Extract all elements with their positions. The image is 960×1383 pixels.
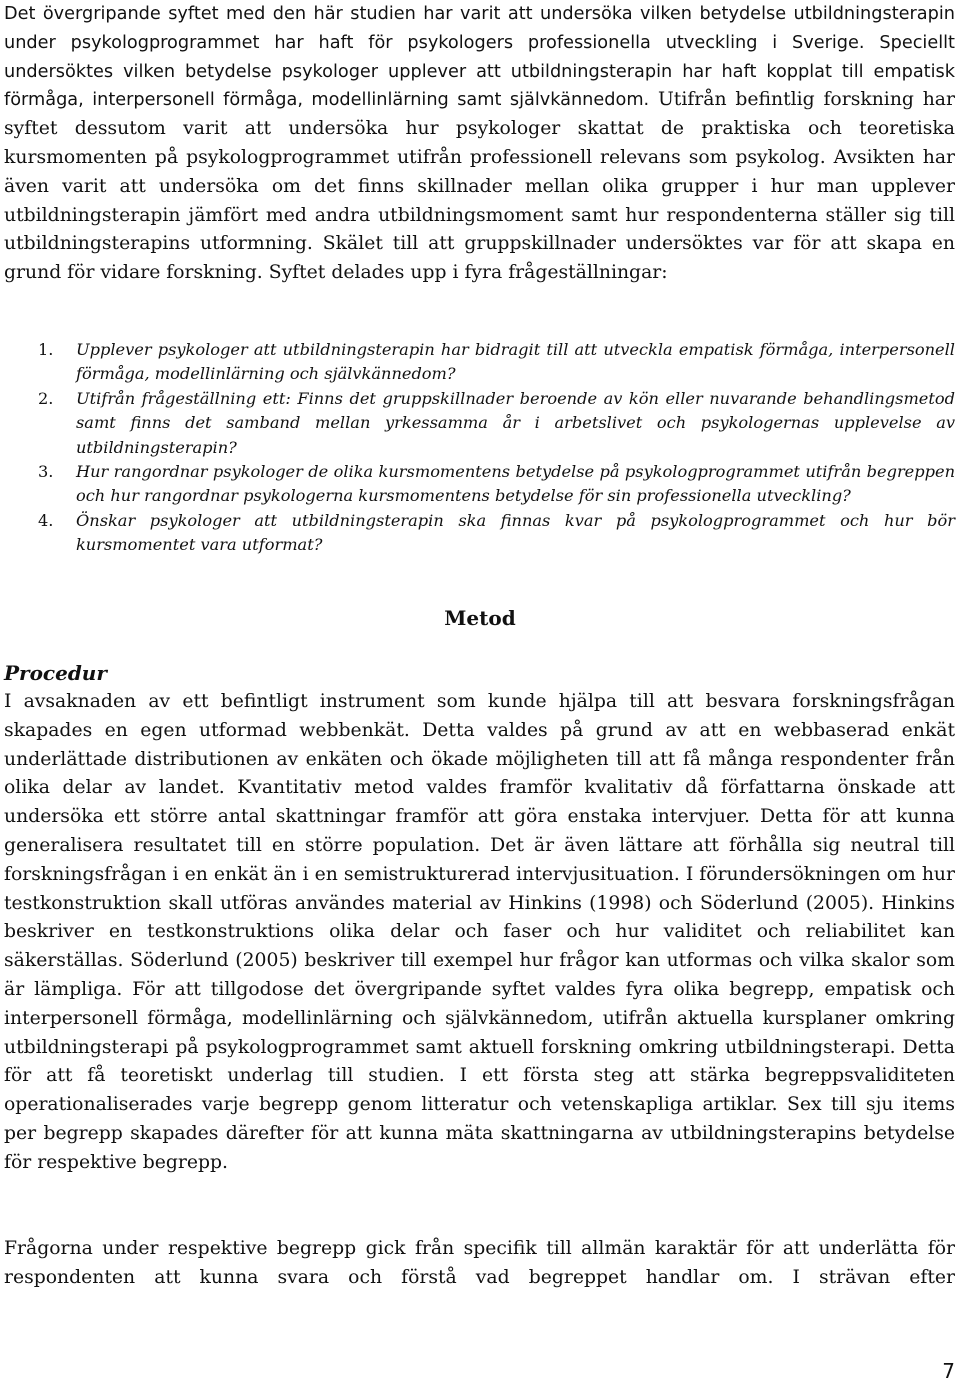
- research-questions-list: [38, 338, 955, 558]
- question-text: Hur rangordnar psykologer de olika kursmomentens betydelse på psykologprogrammet utifrån begreppen och hur rangordnar psykologerna kursmomentens betydelse för sin professionella utveckling?: [76, 462, 955, 506]
- research-question: [38, 509, 955, 558]
- question-number: 4.: [38, 510, 54, 530]
- research-question: [38, 338, 955, 387]
- research-question: [38, 387, 955, 460]
- procedure-paragraph-2: [4, 1235, 955, 1293]
- question-text: Utifrån frågeställning ett: Finns det gruppskillnader beroende av kön eller nuvarande behandlingsmetod samt finns det samband mellan yrkessamma år i arbetslivet och psykologernas upplevelse av utbildningsterapin?: [76, 388, 955, 457]
- intro-text: [4, 0, 955, 288]
- question-number: 3.: [38, 462, 54, 482]
- procedure-text-2: Frågorna under respektive begrepp gick från specifik till allmän karaktär för att underlätta för respondenten att kunna svara och förstå vad begreppet handlar om. I strävan efter: [4, 1238, 955, 1288]
- question-text: Upplever psykologer att utbildningsterapin har bidragit till att utveckla empatisk förmåga, interpersonell förmåga, modellinlärning och självkännedom?: [76, 340, 955, 384]
- question-number: 2.: [38, 388, 54, 408]
- subsection-heading-procedur: Procedur: [4, 661, 107, 685]
- research-question: [38, 460, 955, 509]
- intro-text-part1: Det övergripande syftet med den här studien har varit att undersöka vilken betydelse utbildningsterapin under psykologprogrammet har haft för psykologers professionella utveckling i Sverige. Speciellt undersöktes vilken betydelse psykologer upplever att utbildningsterapin har haft kopplat till empatisk förmåga, interpersonell förmåga, modellinlärning samt självkännedom.: [4, 4, 955, 111]
- intro-paragraph: [4, 0, 955, 288]
- page-number: 7: [942, 1359, 955, 1383]
- procedure-paragraph: [4, 688, 955, 1178]
- intro-text-part2: Utifrån befintlig forskning har syftet dessutom varit att undersöka hur psykologer skattat de praktiska och teoretiska kursmomenten på psykologprogrammet utifrån professionell relevans som psykolog. Avsikten har även varit att undersöka om det finns skillnader mellan olika grupper i hur man upplever utbildningsterapin jämfört med andra utbildningsmoment samt hur respondenterna ställer sig till utbildningsterapins utformning. Skälet till att gruppskillnader undersöktes var för att skapa en grund för vidare forskning. Syftet delades upp i fyra frågeställningar:: [4, 89, 955, 284]
- question-text: Önskar psykologer att utbildningsterapin ska finnas kvar på psykologprogrammet och hur bör kursmomentet vara utformat?: [76, 510, 955, 555]
- question-number: 1.: [38, 340, 54, 359]
- procedure-text: I avsaknaden av ett befintligt instrument som kunde hjälpa till att besvara forskningsfrågan skapades en egen utformad webbenkät. Detta valdes på grund av att en webbaserad enkät underlättade distributionen av enkäten och ökade möjligheten till att få många respondenter från olika delar av landet. Kvantitativ metod valdes framför kvalitativ då författarna önskade att undersöka ett större antal skattningar framför att göra enstaka intervjuer. Detta för att kunna generalisera resultatet till en större population. Det är även lättare att förhålla sig neutral till forskningsfrågan i en enkät än i en semistrukturerad intervjusituation. I förundersökningen om hur testkonstruktion skall utföras användes material av Hinkins (1998) och Söderlund (2005). Hinkins beskriver en testkonstruktions olika delar och faser och hur validitet och reliabilitet kan säkerställas. Söderlund (2005) beskriver till exempel hur frågor kan utformas och vilka skalor som är lämpliga. För att tillgodose det övergripande syftet valdes fyra olika begrepp, empatisk och interpersonell förmåga, modellinlärning och självkännedom, utifrån aktuella kursplaner omkring utbildningsterapi på psykologprogrammet samt aktuell forskning omkring utbildningsterapi. Detta för att få teoretiskt underlag till studien. I ett första steg att stärka begreppsvaliditeten operationaliserades varje begrepp genom litteratur och vetenskapliga artiklar. Sex till sju items per begrepp skapades därefter för att kunna mäta skattningarna av utbildningsterapins betydelse för respektive begrepp.: [4, 691, 955, 1173]
- section-heading-metod: Metod: [444, 606, 516, 630]
